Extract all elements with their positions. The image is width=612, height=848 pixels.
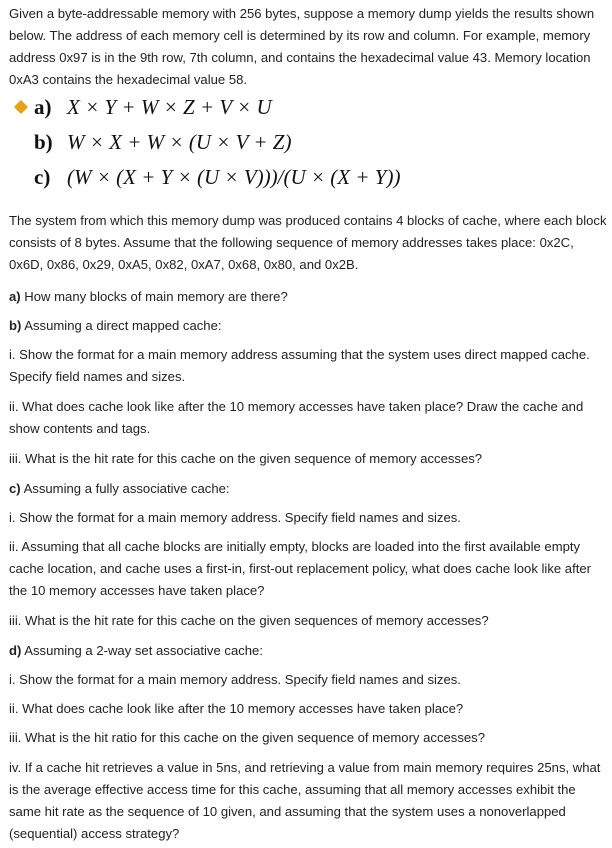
- question-c-ii: ii. Assuming that all cache blocks are initially empty, blocks are loaded into the first available empty cache location, and cache uses a first-in, first-out replacement policy, what does cache look like after the 10 memory accesses have taken place?: [9, 539, 591, 598]
- formula-expression: W × X + W × (U × V + Z): [67, 130, 292, 154]
- question-b-i: i. Show the format for a main memory address assuming that the system uses direct mapped cache. Specify field names and sizes.: [9, 347, 590, 384]
- question-c: [9, 478, 609, 500]
- question-d: [9, 640, 609, 662]
- formula-label: b): [34, 130, 53, 154]
- formula-expression: (W × (X + Y × (U × V)))/(U × (X + Y)): [67, 165, 401, 189]
- question-b: [9, 315, 609, 337]
- question-c-iii: iii. What is the hit rate for this cache on the given sequences of memory accesses?: [9, 613, 489, 628]
- question-d-i: i. Show the format for a main memory address. Specify field names and sizes.: [9, 672, 461, 687]
- question-text: Assuming a 2-way set associative cache:: [21, 643, 263, 658]
- question-label: a): [9, 289, 21, 304]
- formula-expression: X × Y + W × Z + V × U: [67, 95, 272, 119]
- question-d-ii: ii. What does cache look like after the 10 memory accesses have taken place?: [9, 701, 464, 716]
- formula-a: [9, 95, 609, 129]
- question-d-iii: iii. What is the hit ratio for this cache on the given sequence of memory accesses?: [9, 730, 485, 745]
- formula-c: [9, 165, 609, 199]
- diamond-bullet-icon: [14, 100, 28, 114]
- question-text: Assuming a fully associative cache:: [20, 481, 230, 496]
- question-b-ii: ii. What does cache look like after the 10 memory accesses have taken place? Draw the cache and show contents and tags.: [9, 399, 584, 436]
- formula-label: c): [34, 165, 51, 189]
- question-text: Assuming a direct mapped cache:: [21, 318, 222, 333]
- formula-label: a): [34, 95, 52, 119]
- question-label: c): [9, 481, 21, 496]
- system-paragraph: The system from which this memory dump was produced contains 4 blocks of cache, where each block consists of 8 bytes. Assume that the following sequence of memory addresses takes place: 0x2C, 0x6D, 0x86, 0x29, 0xA5, 0x82, 0xA7, 0x68, 0x80, and 0x2B.: [9, 213, 607, 272]
- question-label: d): [9, 643, 22, 658]
- question-text: How many blocks of main memory are there?: [20, 289, 288, 304]
- question-a: [9, 286, 609, 308]
- question-b-iii: iii. What is the hit rate for this cache on the given sequence of memory accesses?: [9, 451, 483, 466]
- formula-b: [9, 130, 609, 164]
- question-c-i: i. Show the format for a main memory address. Specify field names and sizes.: [9, 510, 461, 525]
- intro-paragraph: Given a byte-addressable memory with 256 bytes, suppose a memory dump yields the results shown below. The address of each memory cell is determined by its row and column. For example, memory address 0x97 is in the 9th row, 7th column, and contains the hexadecimal value 43. Memory location 0xA3 contains the hexadecimal value 58.: [9, 6, 595, 87]
- question-d-iv: iv. If a cache hit retrieves a value in 5ns, and retrieving a value from main memory requires 25ns, what is the average effective access time for this cache, assuming that all memory accesses exhibit the same hit rate as the sequence of 10 given, and assuming that the system uses a nonoverlapped (sequential) access strategy?: [9, 760, 601, 841]
- question-label: b): [9, 318, 22, 333]
